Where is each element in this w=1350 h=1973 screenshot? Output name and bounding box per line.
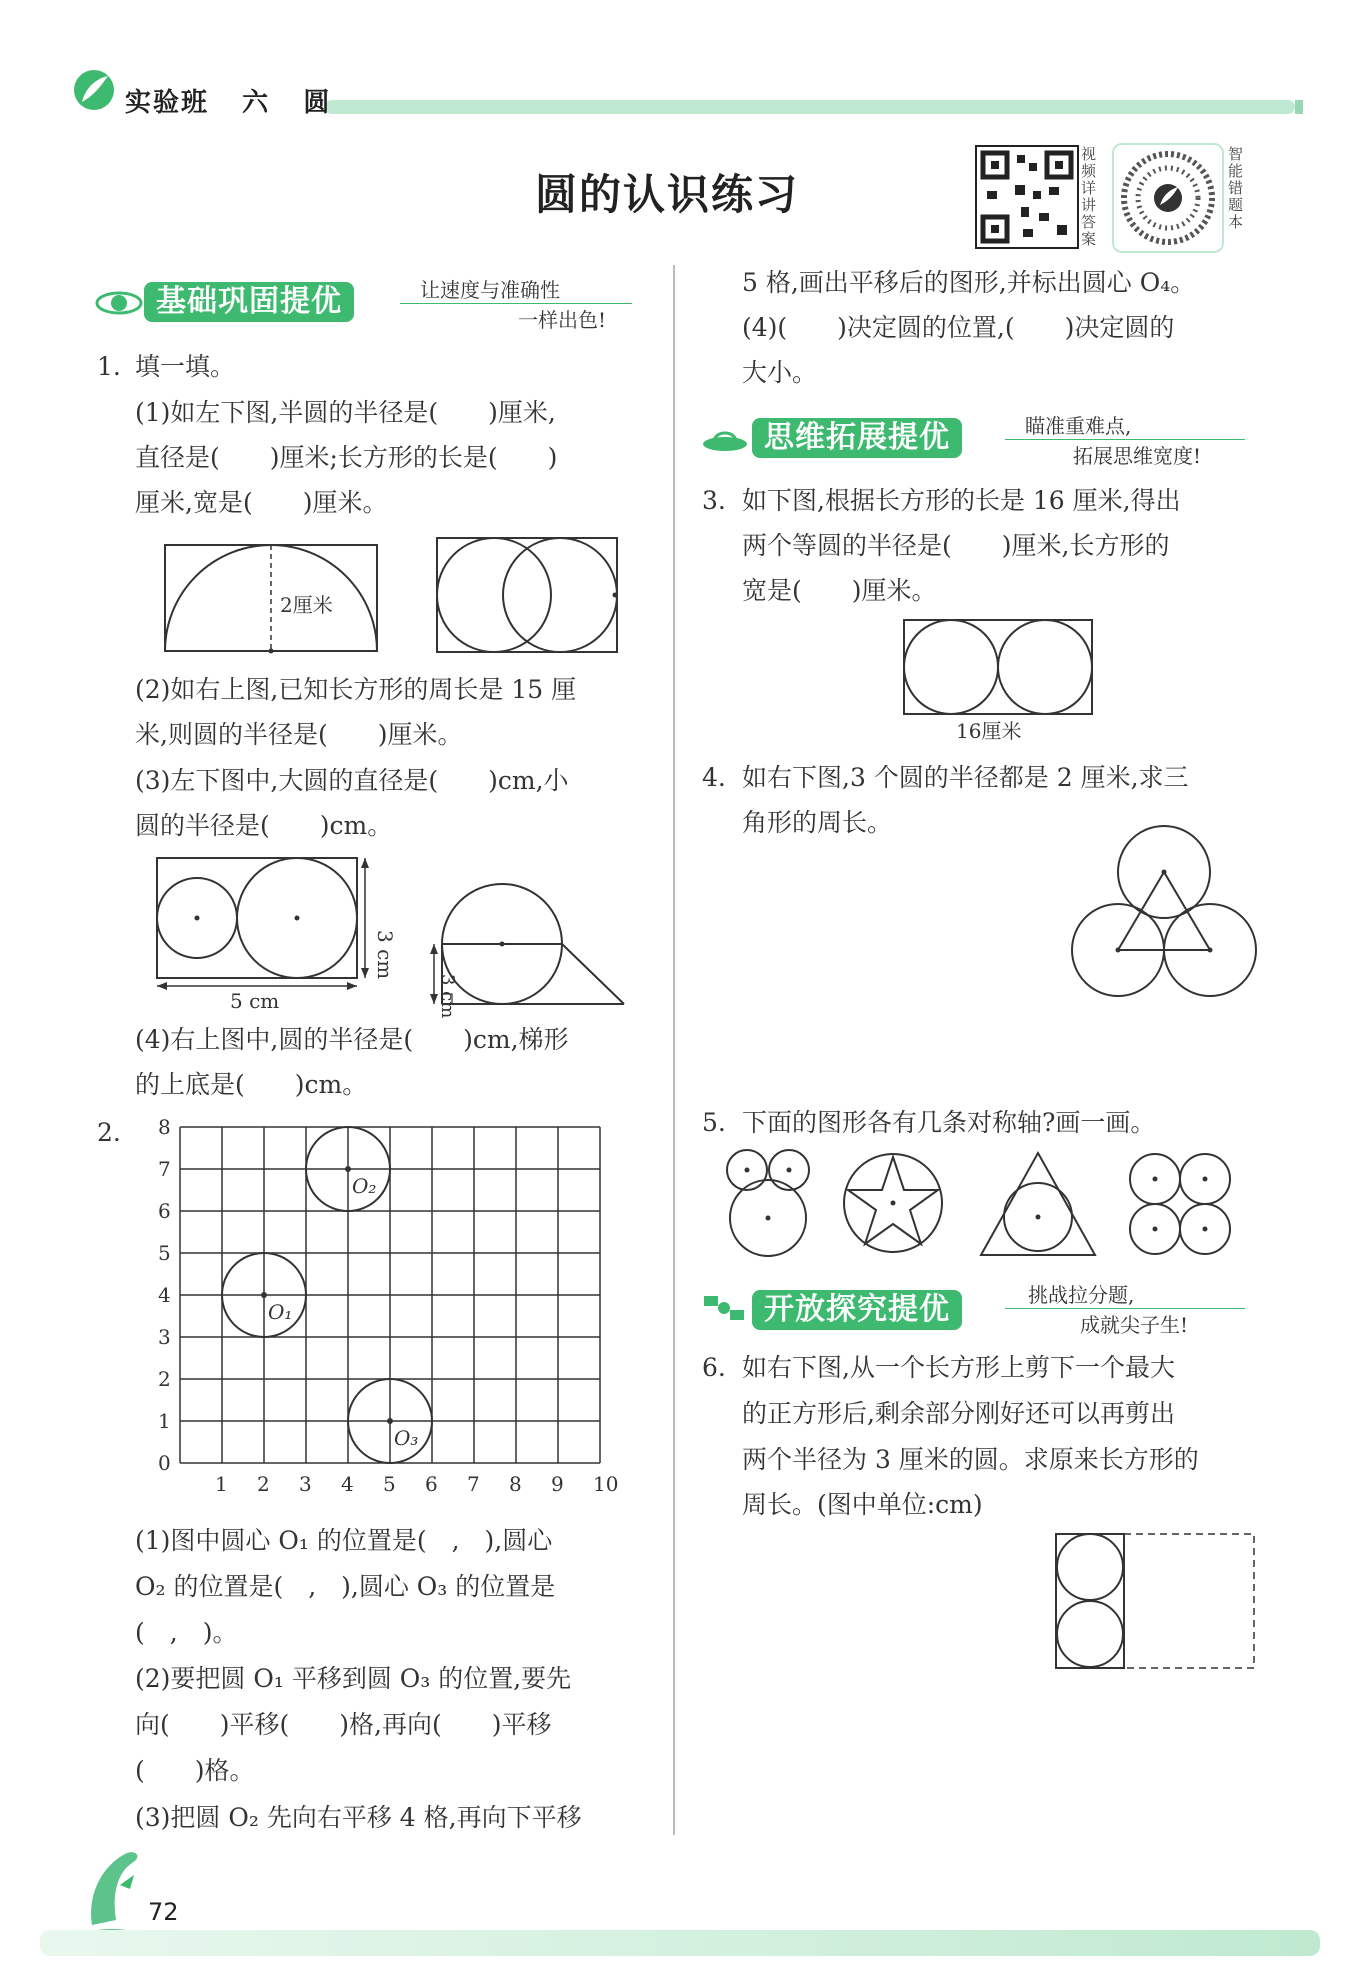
q3-line3: 宽是( )厘米。	[742, 576, 937, 605]
y-tick-label: 6	[158, 1199, 171, 1223]
q2-part1-line3: ( , )。	[135, 1618, 238, 1647]
section-thinking-slogan-1: 瞄准重难点,	[1025, 414, 1132, 438]
leaf-logo-icon	[72, 68, 116, 112]
q1-fig4-height: 3 cm	[437, 974, 458, 1019]
page-title: 圆的认识练习	[535, 170, 800, 219]
q2-part1-line2: O₂ 的位置是( , ),圆心 O₃ 的位置是	[135, 1572, 556, 1601]
q1-fig-two-circles	[432, 535, 622, 655]
y-tick-label: 7	[158, 1157, 171, 1181]
q1-part3-line2: 圆的半径是( )cm。	[135, 811, 393, 840]
q5-number: 5.	[702, 1108, 726, 1137]
q2-part3-line1: (3)把圆 O₂ 先向右平移 4 格,再向下平移	[135, 1803, 582, 1832]
x-tick-label: 1	[215, 1472, 228, 1496]
q6-line2: 的正方形后,剩余部分刚好还可以再剪出	[742, 1399, 1175, 1428]
q6-fig-rectangle-cut	[1054, 1532, 1258, 1672]
q2-part2-line2: 向( )平移( )格,再向( )平移	[135, 1710, 552, 1739]
q5-fig-circle-in-triangle	[978, 1150, 1098, 1258]
smart-qr-code[interactable]	[1112, 143, 1224, 253]
q2-part4-line2: 大小。	[742, 358, 818, 387]
circle-center-dot	[345, 1166, 351, 1172]
ufo-icon	[700, 422, 750, 458]
x-tick-label: 5	[383, 1472, 396, 1496]
x-tick-label: 10	[593, 1472, 619, 1496]
q2-number: 2.	[97, 1118, 121, 1147]
q1-part1-line3: 厘米,宽是( )厘米。	[135, 488, 388, 517]
slogan-underline	[1005, 1308, 1245, 1309]
y-tick-label: 5	[158, 1241, 171, 1265]
y-tick-label: 3	[158, 1325, 171, 1349]
video-qr-label: 视频详讲答案	[1081, 145, 1097, 248]
q1-part2-line2: 米,则圆的半径是( )厘米。	[135, 720, 463, 749]
q1-part1-line2: 直径是( )厘米;长方形的长是( )	[135, 443, 558, 472]
y-tick-label: 2	[158, 1367, 171, 1391]
unit-name: 圆	[303, 88, 332, 118]
slogan-underline	[1005, 439, 1245, 440]
section-thinking-banner: 思维拓展提优	[752, 418, 962, 458]
q3-fig-label: 16厘米	[956, 719, 1022, 743]
circle-center-dot	[261, 1292, 267, 1298]
q1-part4-line2: 的上底是( )cm。	[135, 1070, 368, 1099]
section-basic-slogan-1: 让速度与准确性	[420, 278, 560, 302]
section-open-banner: 开放探究提优	[752, 1290, 962, 1330]
x-tick-label: 4	[341, 1472, 354, 1496]
circle-center-label: O₃	[394, 1426, 419, 1450]
q1-part2-line1: (2)如右上图,已知长方形的周长是 15 厘	[135, 675, 577, 704]
q1-part4-line1: (4)右上图中,圆的半径是( )cm,梯形	[135, 1025, 569, 1054]
q2-part3-line2: 5 格,画出平移后的图形,并标出圆心 O₄。	[742, 268, 1196, 297]
q2-part2-line3: ( )格。	[135, 1756, 255, 1785]
q6-line3: 两个半径为 3 厘米的圆。求原来长方形的	[742, 1445, 1199, 1474]
q3-line1: 如下图,根据长方形的长是 16 厘米,得出	[742, 486, 1181, 515]
q5-fig-circles-group	[725, 1148, 815, 1258]
q1-fig3-height: 3 cm	[373, 930, 397, 980]
section-basic-banner: 基础巩固提优	[144, 282, 354, 322]
page-number: 72	[148, 1898, 179, 1926]
column-divider	[673, 265, 675, 1835]
q4-line2: 角形的周长。	[742, 808, 893, 837]
q1-fig1-label: 2厘米	[280, 593, 333, 617]
x-tick-label: 3	[299, 1472, 312, 1496]
x-tick-label: 9	[551, 1472, 564, 1496]
footer-bar	[40, 1930, 1320, 1956]
x-tick-label: 7	[467, 1472, 480, 1496]
q1-fig-semicircle	[160, 540, 380, 655]
q1-fig-circle-trapezoid	[412, 882, 634, 1019]
smart-qr-icon	[1114, 145, 1222, 251]
q2-part2-line1: (2)要把圆 O₁ 平移到圆 O₃ 的位置,要先	[135, 1664, 572, 1693]
q1-number: 1.	[97, 352, 121, 381]
q1-part1-line1: (1)如左下图,半圆的半径是( )厘米,	[135, 398, 556, 427]
header-end-mark	[1295, 100, 1303, 114]
section-basic-slogan-2: 一样出色!	[518, 308, 607, 332]
q3-line2: 两个等圆的半径是( )厘米,长方形的	[742, 531, 1170, 560]
x-tick-label: 6	[425, 1472, 438, 1496]
section-thinking-slogan-2: 拓展思维宽度!	[1073, 444, 1202, 468]
slogan-underline	[400, 303, 632, 304]
q1-stem: 填一填。	[135, 352, 236, 381]
q2-part1-line1: (1)图中圆心 O₁ 的位置是( , ),圆心	[135, 1526, 553, 1555]
q6-number: 6.	[702, 1353, 726, 1382]
y-tick-label: 1	[158, 1409, 171, 1433]
q3-number: 3.	[702, 486, 726, 515]
q4-number: 4.	[702, 763, 726, 792]
q6-line1: 如右下图,从一个长方形上剪下一个最大	[742, 1353, 1175, 1382]
x-tick-label: 2	[257, 1472, 270, 1496]
q3-fig-rectangle-two-circles	[902, 618, 1096, 743]
y-tick-label: 8	[158, 1115, 171, 1139]
circle-center-dot	[387, 1418, 393, 1424]
video-qr-code[interactable]	[975, 145, 1079, 249]
q2-coordinate-grid	[150, 1115, 620, 1508]
q4-fig-three-circles	[1068, 822, 1260, 997]
unit-number: 六	[242, 88, 271, 118]
qr-pattern-icon	[977, 147, 1077, 247]
header-bar	[325, 100, 1295, 114]
q5-line1: 下面的图形各有几条对称轴?画一画。	[742, 1108, 1156, 1137]
q5-fig-four-circles	[1128, 1152, 1232, 1256]
series-name: 实验班	[125, 88, 210, 118]
q5-fig-star-in-circle	[842, 1152, 944, 1254]
q1-fig3-width: 5 cm	[230, 989, 280, 1013]
orbit-icon	[94, 285, 144, 321]
y-tick-label: 4	[158, 1283, 171, 1307]
circle-center-label: O₂	[352, 1174, 377, 1198]
header-text	[125, 82, 331, 119]
q6-line4: 周长。(图中单位:cm)	[742, 1490, 983, 1519]
x-tick-label: 8	[509, 1472, 522, 1496]
q4-line1: 如右下图,3 个圆的半径都是 2 厘米,求三	[742, 763, 1189, 792]
smart-qr-label: 智能错题本	[1228, 145, 1244, 231]
q1-part3-line1: (3)左下图中,大圆的直径是( )cm,小	[135, 766, 569, 795]
section-open-slogan-1: 挑战拉分题,	[1028, 1283, 1135, 1307]
satellite-icon	[700, 1290, 750, 1326]
q2-part4-line1: (4)( )决定圆的位置,( )决定圆的	[742, 313, 1175, 342]
section-open-slogan-2: 成就尖子生!	[1080, 1313, 1189, 1337]
circle-center-label: O₁	[268, 1300, 293, 1324]
q1-fig-big-small-circle	[150, 855, 410, 1013]
y-tick-label: 0	[158, 1451, 171, 1475]
